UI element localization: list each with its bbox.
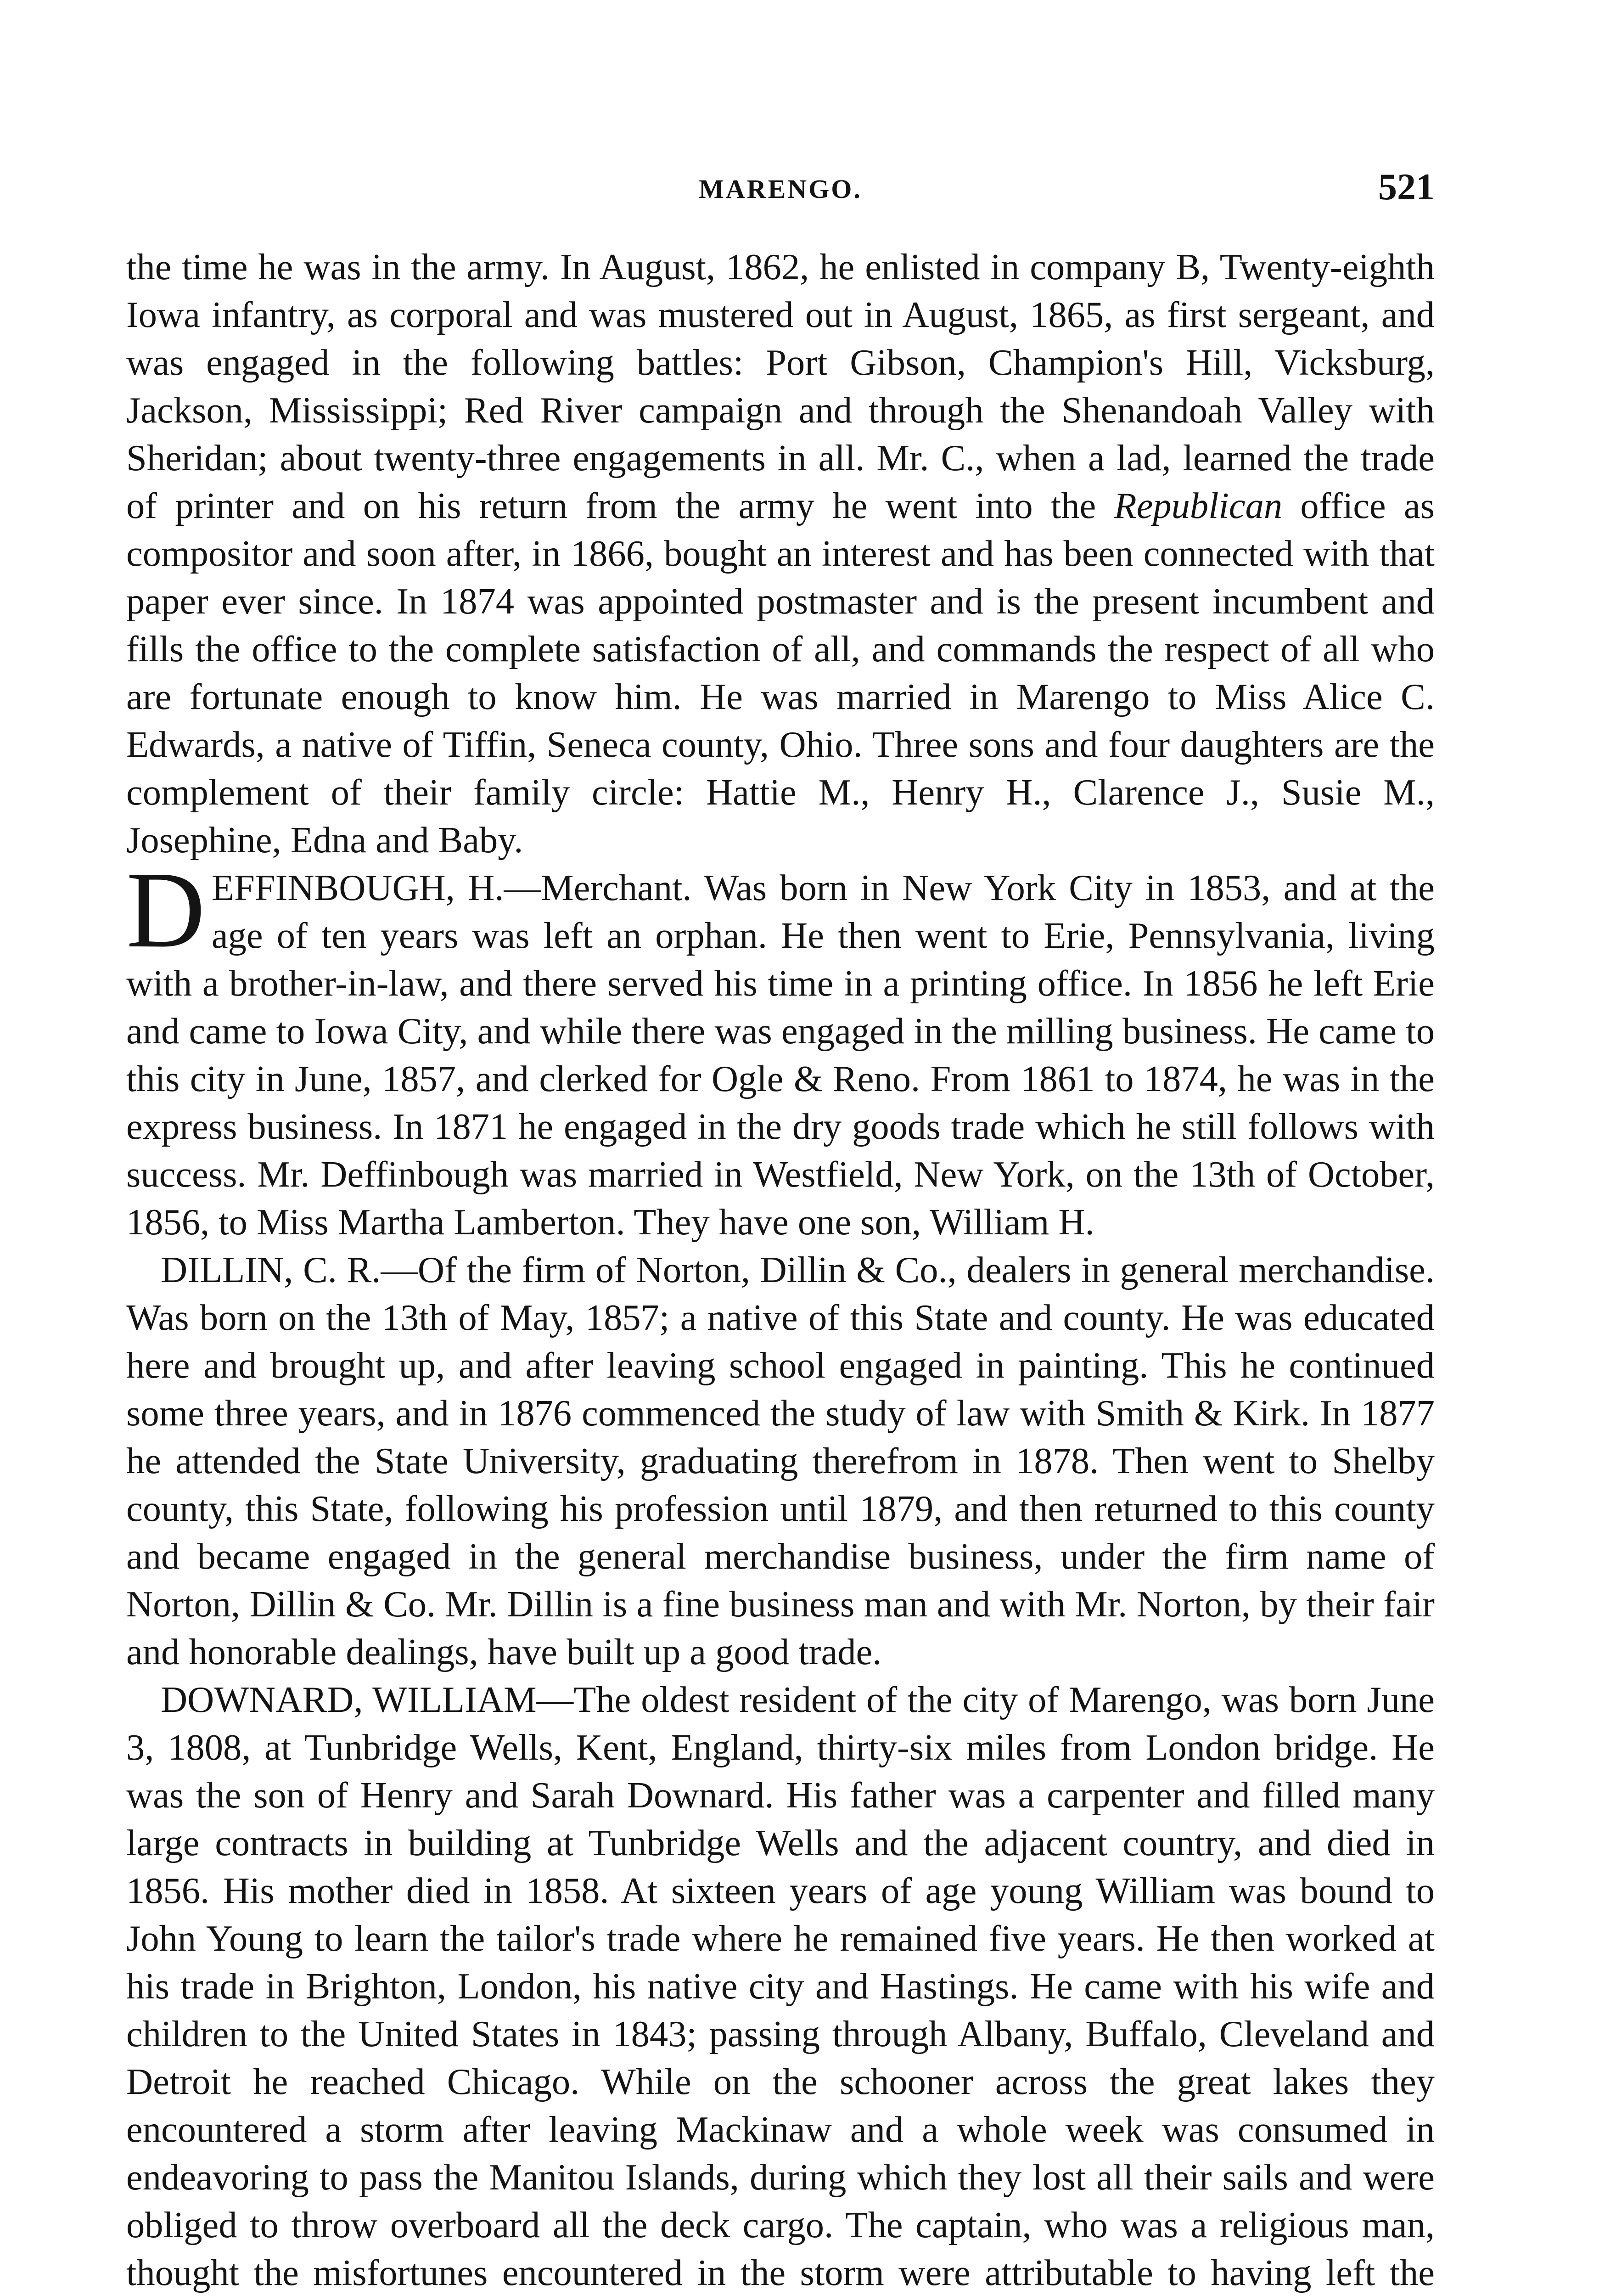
page-number: 521 [1378, 166, 1435, 208]
drop-cap-letter: D [126, 850, 205, 970]
entry-downard [126, 1676, 1435, 2296]
running-title: MARENGO. [699, 174, 862, 204]
entry-deffinbough [126, 850, 1435, 1246]
entry-dillin [126, 1246, 1435, 1676]
continuation-text-b: office as compositor and soon after, in 1866, bought an interest and has been connected with that paper ever since. In 1874 was appointed postmaster and is the present incumbent and fills the office to the complete satisfaction of all, and commands the respect of all who are fortunate enough to know him. He was married in Marengo to Miss Alice C. Edwards, a native of Tiffin, Seneca county, Ohio. Three sons and four daughters are the complement of their family circle: Hattie M., Henry H., Clarence J., Susie M., Josephine, Edna and Baby. [126, 485, 1435, 861]
entry-deffinbough-text: EFFINBOUGH, H.—Merchant. Was born in New York City in 1853, and at the age of ten years was left an orphan. He then went to Erie, Pennsylvania, living with a brother-in-law, and there served his time in a printing office. In 1856 he left Erie and came to Iowa City, and while there was engaged in the milling business. He came to this city in June, 1857, and clerked for Ogle & Reno. From 1861 to 1874, he was in the express business. In 1871 he engaged in the dry goods trade which he still follows with success. Mr. Deffinbough was married in Westfield, New York, on the 13th of October, 1856, to Miss Martha Lamberton. They have one son, William H. [126, 867, 1435, 1243]
continuation-text-a: the time he was in the army. In August, 1862, he enlisted in company B, Twenty-eighth Iowa infantry, as corporal and was mustered out in August, 1865, as first sergeant, and was engaged in the following battles: Port Gibson, Champion's Hill, Vicksburg, Jackson, Mississippi; Red River campaign and through the Shenandoah Valley with Sheridan; about twenty-three engagements in all. Mr. C., when a lad, learned the trade of printer and on his return from the army he went into the [126, 247, 1435, 526]
continuation-paragraph [126, 243, 1435, 864]
running-head [126, 165, 1435, 211]
entry-dillin-text: DILLIN, C. R.—Of the firm of Norton, Dillin & Co., dealers in general merchandise. Was born on the 13th of May, 1857; a native of this State and county. He was educated here and brought up, and after leaving school engaged in painting. This he continued some three years, and in 1876 commenced the study of law with Smith & Kirk. In 1877 he attended the State University, graduating therefrom in 1878. Then went to Shelby county, this State, following his profession until 1879, and then returned to this county and became engaged in the general merchandise business, under the firm name of Norton, Dillin & Co. Mr. Dillin is a fine business man and with Mr. Norton, by their fair and honorable dealings, have built up a good trade. [126, 1249, 1435, 1672]
body-text [126, 243, 1435, 2296]
entry-downard-text: DOWNARD, WILLIAM—The oldest resident of the city of Marengo, was born June 3, 1808, at Tunbridge Wells, Kent, England, thirty-six miles from London bridge. He was the son of Henry and Sarah Downard. His father was a carpenter and filled many large contracts in building at Tunbridge Wells and the adjacent country, and died in 1856. His mother died in 1858. At sixteen years of age young William was bound to John Young to learn the tailor's trade where he remained five years. He then worked at his trade in Brighton, London, his native city and Hastings. He came with his wife and children to the United States in 1843; passing through Albany, Buffalo, Cleveland and Detroit he reached Chicago. While on the schooner across the great lakes they encountered a storm after leaving Mackinaw and a whole week was consumed in endeavoring to pass the Manitou Islands, during which they lost all their sails and were obliged to throw overboard all the deck cargo. The captain, who was a religious man, thought the misfortunes encountered in the storm were attributable to having left the [126, 1679, 1435, 2293]
newspaper-name: Republican [1114, 485, 1283, 526]
